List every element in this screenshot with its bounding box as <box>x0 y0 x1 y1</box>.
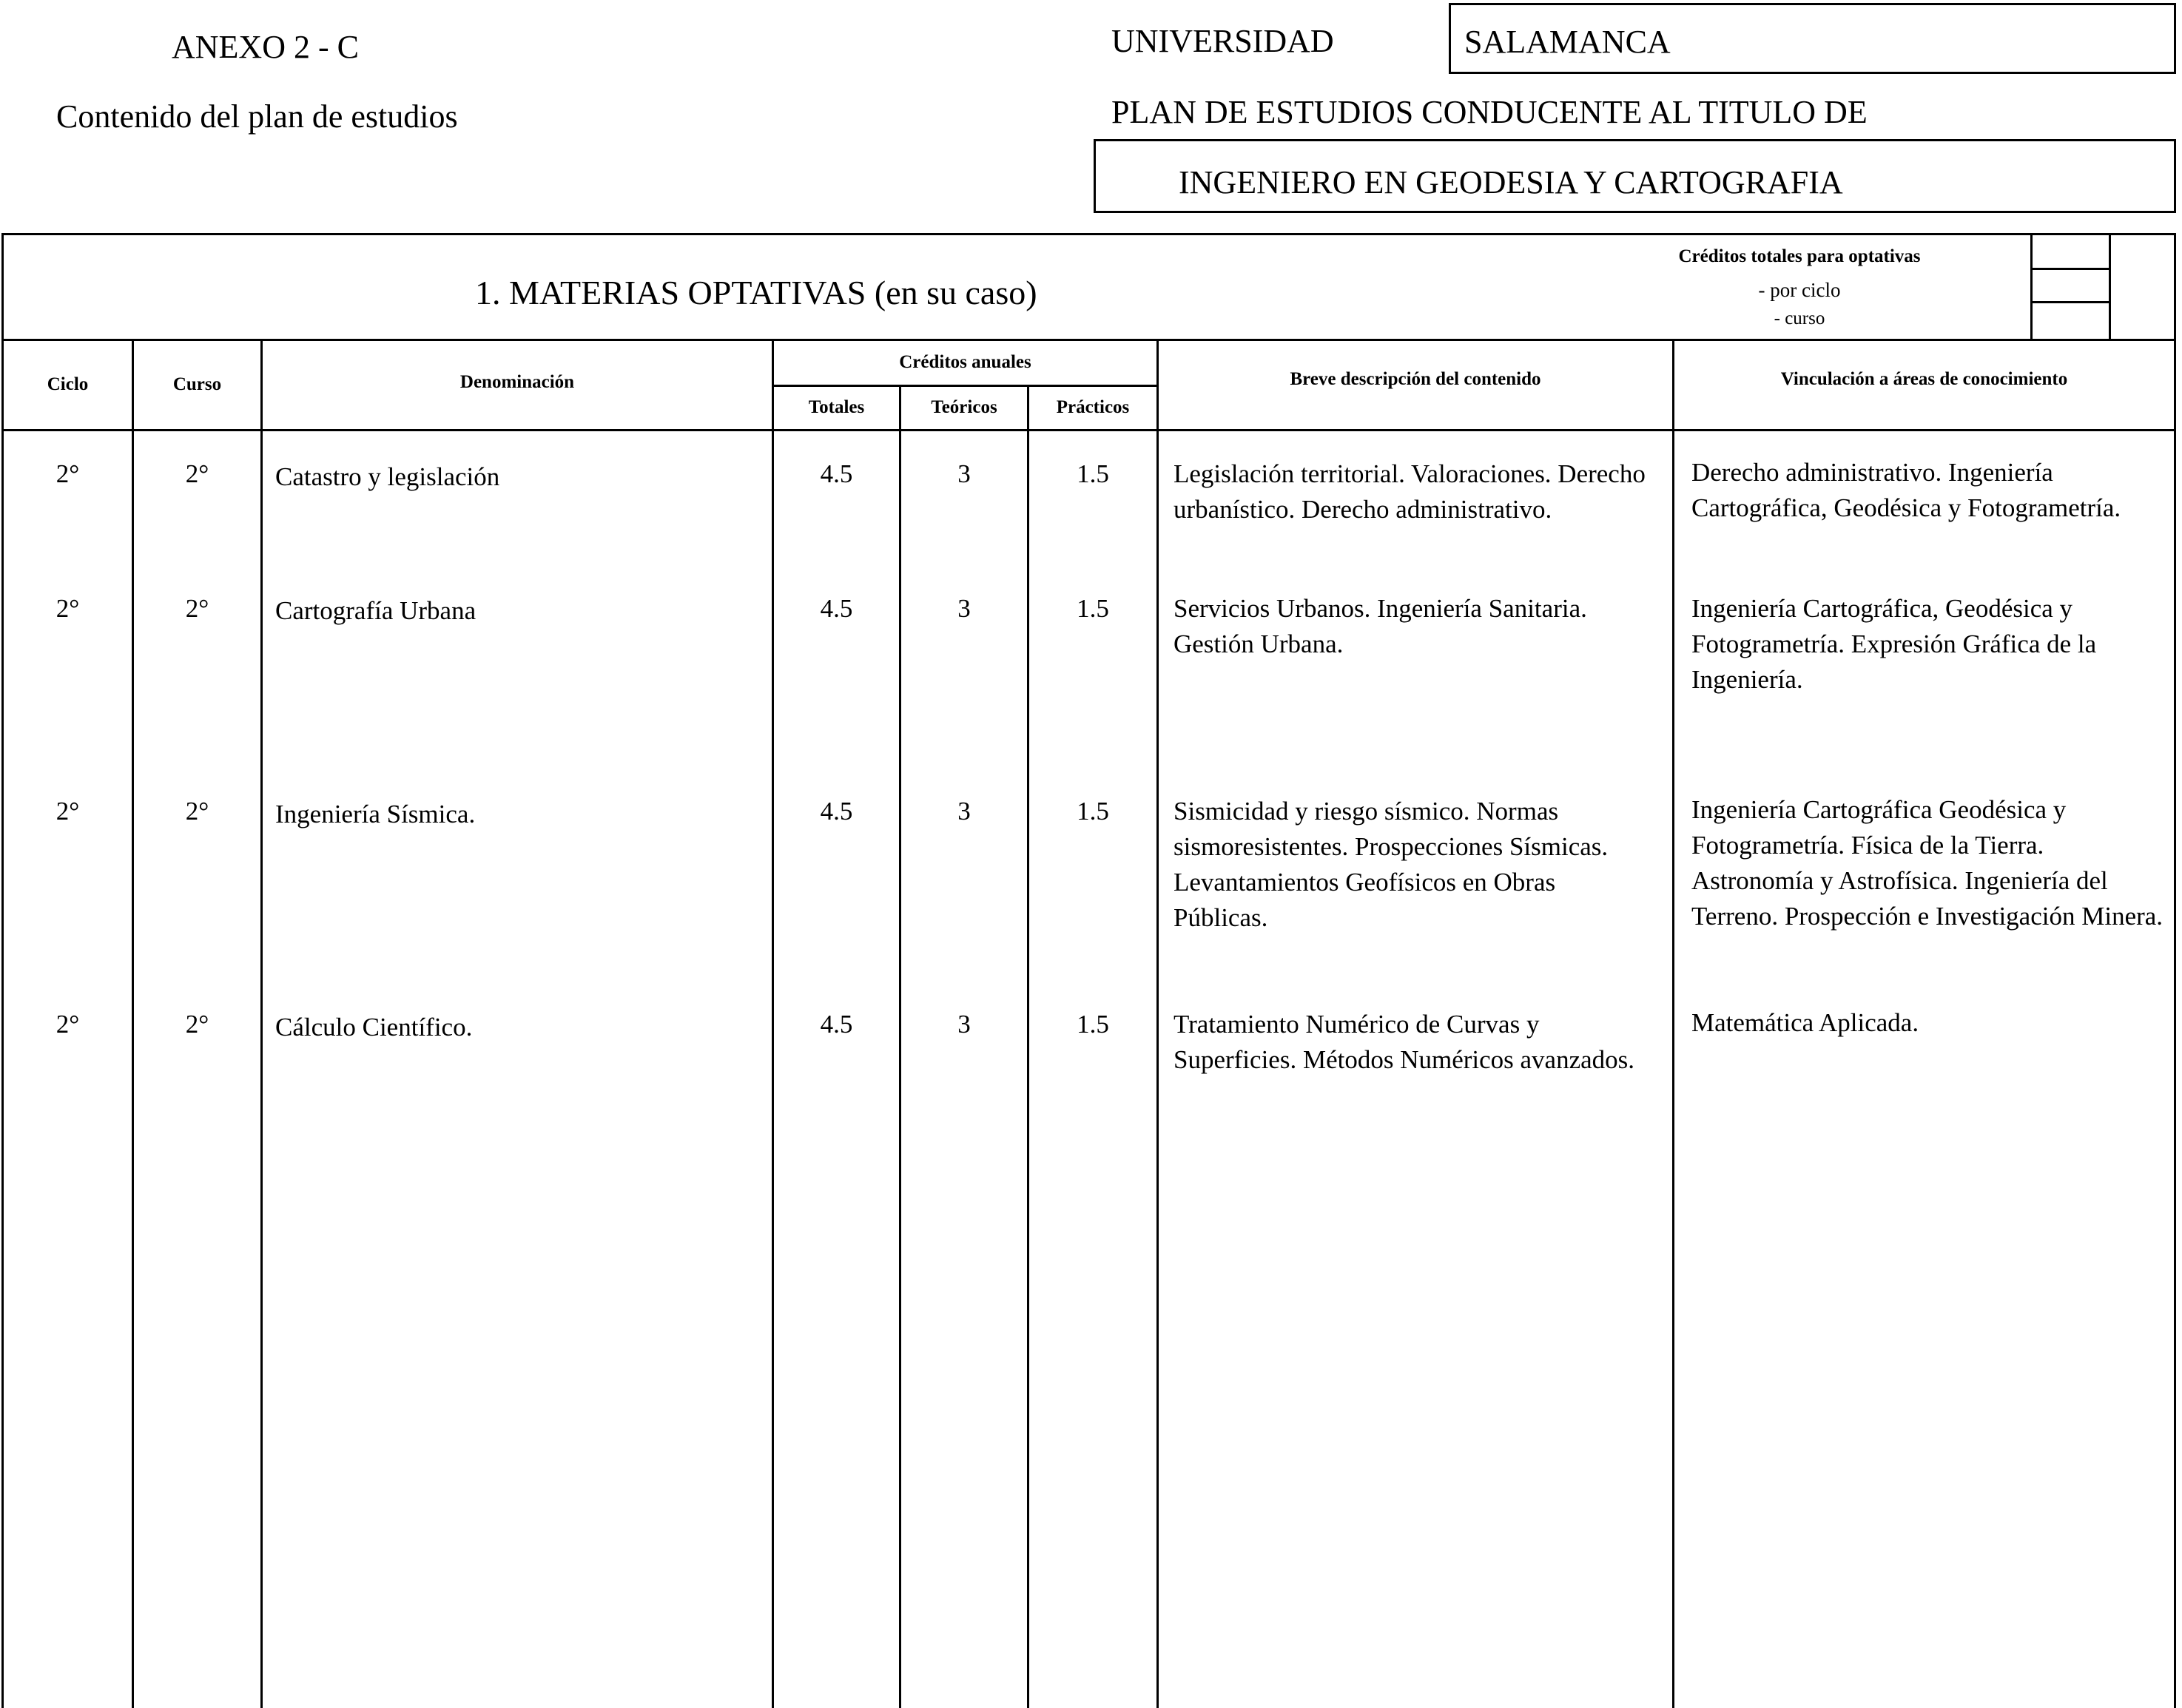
cell-practicos: 1.5 <box>1077 1010 1109 1039</box>
credit-box-divider-left <box>2030 233 2033 339</box>
col-header-curso: Curso <box>172 374 222 394</box>
col-header-creditos-anuales: Créditos anuales <box>899 352 1031 372</box>
cell-denominacion: Cartografía Urbana <box>275 596 477 625</box>
col-line-4 <box>899 385 901 1708</box>
cell-curso: 2° <box>185 594 209 623</box>
cell-teoricos: 3 <box>957 797 971 826</box>
cell-ciclo: 2° <box>55 459 80 488</box>
col-header-denominacion: Denominación <box>459 372 575 392</box>
optativas-table <box>1 233 2176 1708</box>
cell-practicos: 1.5 <box>1077 594 1109 623</box>
cell-vinculacion: Ingeniería Cartográfica, Geodésica y Fotogrametría. Expresión Gráfica de la Ingeniería. <box>1691 594 2097 694</box>
cell-ciclo: 2° <box>55 797 80 826</box>
cell-curso: 2° <box>185 459 209 488</box>
universidad-label: UNIVERSIDAD <box>1111 23 1334 59</box>
plan-label: PLAN DE ESTUDIOS CONDUCENTE AL TITULO DE <box>1111 94 1868 130</box>
table-right-border <box>2174 233 2176 1708</box>
col-header-ciclo: Ciclo <box>47 374 89 394</box>
creditos-totales-label: Créditos totales para optativas <box>1678 246 1921 266</box>
cell-teoricos: 3 <box>957 459 971 488</box>
cell-ciclo: 2° <box>55 594 80 623</box>
cell-vinculacion: Derecho administrativo. Ingeniería Cartográfica, Geodésica y Fotogrametría. <box>1691 458 2121 522</box>
col-header-vinculacion: Vinculación a áreas de conocimiento <box>1780 369 2068 389</box>
cell-denominacion: Catastro y legislación <box>275 462 500 491</box>
cell-totales: 4.5 <box>820 459 853 488</box>
cell-curso: 2° <box>185 1010 209 1039</box>
col-line-5 <box>1027 385 1029 1708</box>
col-line-7 <box>1672 339 1674 1708</box>
col-header-practicos: Prácticos <box>1056 397 1130 417</box>
cell-practicos: 1.5 <box>1077 459 1109 488</box>
universidad-box <box>1449 3 2176 74</box>
section-title: 1. MATERIAS OPTATIVAS (en su caso) <box>475 274 1037 311</box>
creditos-subheader-line <box>772 385 1156 387</box>
col-line-6 <box>1156 339 1159 1708</box>
cell-denominacion: Cálculo Científico. <box>275 1013 473 1042</box>
curso-total-label: - curso <box>1774 308 1825 328</box>
table-left-border <box>1 233 4 1708</box>
cell-curso: 2° <box>185 797 209 826</box>
col-header-descripcion: Breve descripción del contenido <box>1290 369 1541 389</box>
cell-vinculacion: Ingeniería Cartográfica Geodésica y Fotogrametría. Física de la Tierra. Astronomía y Astrofísica. Ingeniería del Terreno. Prospección e Investigación Minera. <box>1691 795 2164 931</box>
titulo-value: INGENIERO EN GEODESIA Y CARTOGRAFIA <box>1179 164 1843 200</box>
contenido-label: Contenido del plan de estudios <box>56 98 458 135</box>
cell-practicos: 1.5 <box>1077 797 1109 826</box>
cell-descripcion: Legislación territorial. Valoraciones. Derecho urbanístico. Derecho administrativo. <box>1174 459 1646 524</box>
cell-descripcion: Sismicidad y riesgo sísmico. Normas sismoresistentes. Prospecciones Sísmicas. Levantamientos Geofísicos en Obras Públicas. <box>1174 797 1609 932</box>
cell-totales: 4.5 <box>820 797 853 826</box>
cell-teoricos: 3 <box>957 594 971 623</box>
col-header-totales: Totales <box>808 397 865 417</box>
cell-denominacion: Ingeniería Sísmica. <box>275 800 476 828</box>
cell-teoricos: 3 <box>957 1010 971 1039</box>
cell-descripcion: Servicios Urbanos. Ingeniería Sanitaria. Gestión Urbana. <box>1174 594 1587 658</box>
cell-ciclo: 2° <box>55 1010 80 1039</box>
cell-totales: 4.5 <box>820 594 853 623</box>
col-header-teoricos: Teóricos <box>931 397 997 417</box>
universidad-value: SALAMANCA <box>1464 24 1671 60</box>
credit-box-divider-right <box>2109 233 2111 339</box>
col-line-2 <box>260 339 263 1708</box>
anexo-label: ANEXO 2 - C <box>172 29 359 65</box>
column-header-bottom <box>1 429 2176 431</box>
cell-vinculacion: Matemática Aplicada. <box>1691 1008 1919 1037</box>
title-row-bottom <box>1 339 2176 341</box>
credit-box-line-2 <box>2030 301 2109 303</box>
titulo-box <box>1094 139 2176 213</box>
credit-box-line-1 <box>2030 268 2109 270</box>
cell-totales: 4.5 <box>820 1010 853 1039</box>
por-ciclo-label: - por ciclo <box>1758 279 1841 301</box>
table-top-border <box>1 233 2176 235</box>
cell-descripcion: Tratamiento Numérico de Curvas y Superficies. Métodos Numéricos avanzados. <box>1174 1010 1635 1074</box>
